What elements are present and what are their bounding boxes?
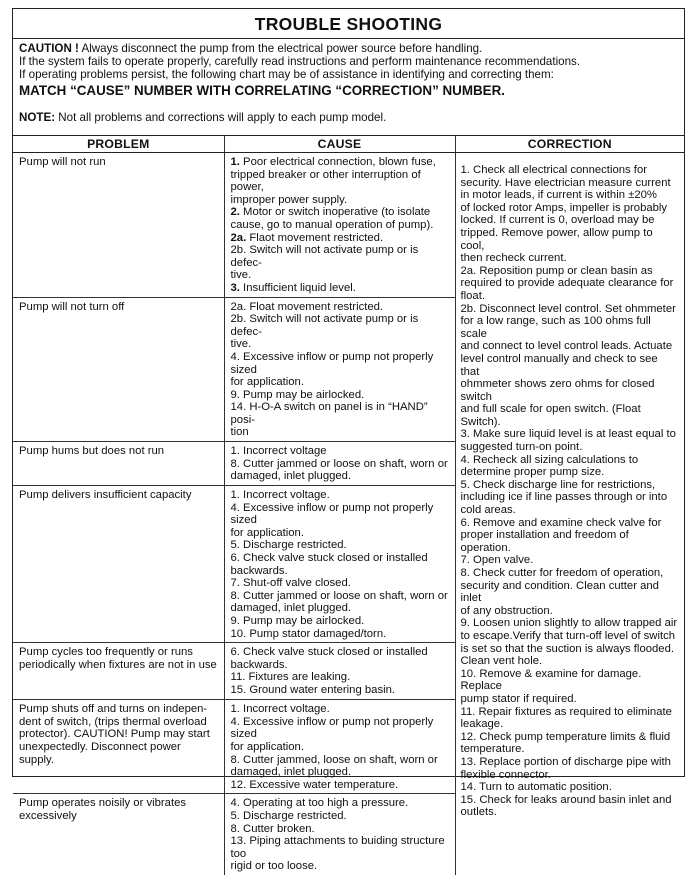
cause-item [231,779,449,792]
cause-text: Poor electrical connection, blown fuse, [239,156,436,168]
cause-item [231,244,449,269]
correction-line: 2a. Reposition pump or clean basin as [460,264,653,277]
cause-text: 6. Check valve stuck closed or installed [230,552,428,565]
header-problem: PROBLEM [13,136,224,153]
cause-text: 9. Pump may be airlocked. [230,388,365,401]
cause-text: 1. Incorrect voltage. [230,489,330,502]
correction-line: 10. Remove & examine for damage. Replace [460,667,642,693]
cause-item [231,646,449,659]
cause-cell [224,442,455,486]
cause-text: 4. Excessive inflow or pump not properly sized [230,350,434,376]
cause-cell [224,297,455,442]
cause-text: 8. Cutter jammed, loose on shaft, worn or [230,753,438,766]
cause-number: 2a. [230,231,247,244]
cause-item [231,835,449,860]
cause-item [231,766,449,779]
cause-text: damaged, inlet plugged. [230,602,352,615]
correction-line: tripped. Remove power, allow pump to cool, [460,226,653,252]
correction-line: 5. Check discharge line for restrictions, [460,478,656,491]
problem-cell [13,794,224,875]
correction-line: 3. Make sure liquid level is at least equal to [460,428,676,441]
cause-item [231,628,449,641]
cause-item [231,602,449,615]
correction-line: leakage. [460,718,504,731]
cause-text: 8. Cutter broken. [230,822,315,835]
cause-text: 5. Discharge restricted. [230,809,347,822]
cause-item [231,232,449,245]
caution-text: Always disconnect the pump from the electrical power source before handling. [78,42,483,55]
problem-cell [13,486,224,643]
cause-text: tive. [230,269,252,282]
problem-cell [13,442,224,486]
correction-line: security and condition. Clean cutter and inlet [460,579,659,605]
correction-line: 15. Check for leaks around basin inlet and [460,793,672,806]
correction-line: Clean vent hole. [460,655,543,668]
cause-text: 4. Operating at too high a pressure. [230,797,409,810]
cause-item [231,376,449,389]
cause-text: 6. Check valve stuck closed or installed [230,646,428,659]
cause-text: 11. Fixtures are leaking. [230,671,351,684]
cause-item [231,470,449,483]
correction-line: security. Have electrician measure current [460,176,671,189]
cause-item [231,351,449,376]
correction-line: 7. Open valve. [460,554,534,567]
cause-item [231,156,449,169]
correction-line: is set so that the suction is always flooded. [460,642,674,655]
cause-cell [224,794,455,875]
correction-line: then recheck current. [460,252,567,265]
correction-line: pump stator if required. [460,692,577,705]
problem-text: excessively [19,809,77,822]
note-label: NOTE: [19,110,56,124]
cause-item [231,219,449,232]
cause-text: 1. Incorrect voltage. [230,703,330,716]
problem-text: Pump shuts off and turns on indepen- [19,703,208,716]
correction-line: cold areas. [460,504,516,517]
cause-item [231,194,449,207]
cause-item [231,169,449,194]
cause-item [231,659,449,672]
correction-line: and full scale for open switch. (Float Switch). [460,403,641,428]
correction-line: in motor leads, if current is within ±20% [460,189,657,202]
cause-text: rigid or too loose. [230,860,318,873]
cause-item [231,389,449,402]
cause-text: backwards. [230,658,288,671]
cause-cell [224,153,455,298]
problem-cell [13,643,224,700]
cause-item [231,269,449,282]
troubleshooting-panel [12,8,685,873]
correction-line: proper installation and freedom of operation. [460,529,629,554]
cause-text: 12. Excessive water temperature. [230,778,399,791]
cause-text: for application. [230,376,304,389]
cause-item [231,565,449,578]
cause-text: 8. Cutter jammed or loose on shaft, worn or [230,457,448,470]
problem-text: unexpectedly. Disconnect power supply. [19,740,181,766]
correction-line: to escape.Verify that turn-off level of switch [460,629,676,642]
correction-line: 2b. Disconnect level control. Set ohmmeter [460,302,676,315]
cause-text: Motor or switch inoperative (to isolate [239,206,431,219]
cause-text: 4. Excessive inflow or pump not properly sized [230,501,434,527]
cause-text: for application. [230,526,304,539]
cause-number: 2. [230,206,240,219]
cause-item [231,527,449,540]
cause-text: 2b. Switch will not activate pump or is defec- [230,244,419,269]
correction-line: and connect to level control leads. Actuate [460,340,673,353]
correction-line: outlets. [460,806,497,819]
page-title: TROUBLE SHOOTING [13,9,684,39]
cause-item [231,703,449,716]
cause-text: 9. Pump may be airlocked. [230,615,365,627]
cause-text: tripped breaker or other interruption of power, [230,168,421,194]
cause-item [231,313,449,338]
correction-line: locked. If current is 0, overload may be [460,214,655,227]
cause-text: damaged, inlet plugged. [230,766,352,779]
cause-item [231,426,449,439]
table-header-row [13,136,684,153]
correction-cell [455,153,684,875]
cause-cell [224,643,455,700]
problem-text: Pump cycles too frequently or runs [19,646,193,659]
problem-text: dent of switch, (trips thermal overload [19,715,207,728]
problem-text: protector). CAUTION! Pump may start [19,728,210,741]
cause-number: 1. [230,156,240,168]
cause-item [231,716,449,741]
header-correction: CORRECTION [455,136,684,153]
cause-item [231,282,449,295]
cause-item [231,301,449,314]
cause-text: for application. [230,740,304,753]
correction-line: temperature. [460,743,525,756]
correction-line: 11. Repair fixtures as required to eliminate [460,705,672,718]
cause-text: 2b. Switch will not activate pump or is defec- [230,313,419,338]
cause-item [231,810,449,823]
cause-item [231,754,449,767]
header-cause: CAUSE [224,136,455,153]
correction-line: of locked rotor Amps, impeller is probably [460,201,668,214]
problem-text: Pump will not turn off [19,300,125,313]
cause-item [231,458,449,471]
correction-line: suggested turn-on point. [460,441,583,454]
problem-cell [13,297,224,442]
cause-item [231,577,449,590]
cause-number: 3. [230,281,240,294]
correction-line: 12. Check pump temperature limits & fluid [460,730,671,743]
cause-text: improper power supply. [230,193,348,206]
cause-text: 13. Piping attachments to buiding structure too [230,835,445,860]
correction-line: 4. Recheck all sizing calculations to [460,453,639,466]
correction-line: level control manually and check to see that [460,352,658,378]
cause-item [231,741,449,754]
note-text: Not all problems and corrections will apply to each pump model. [55,110,387,124]
caution-line [19,42,678,55]
intro-line-3: If operating problems persist, the following chart may be of assistance in identifying and correcting them: [19,68,554,82]
cause-item [231,615,449,628]
intro-section [13,39,684,135]
cause-text: damaged, inlet plugged. [230,470,352,483]
correction-line: 14. Turn to automatic position. [460,781,612,794]
correction-line: 8. Check cutter for freedom of operation, [460,567,664,579]
problem-text: periodically when fixtures are not in use [19,658,217,671]
cause-item [231,552,449,565]
cause-cell [224,700,455,794]
cause-item [231,684,449,697]
correction-line: 9. Loosen union slightly to allow trapped air [460,617,678,630]
cause-item [231,338,449,351]
cause-text: backwards. [230,564,288,577]
problem-text: Pump operates noisily or vibrates [19,797,187,810]
cause-item [231,401,449,426]
caution-label: CAUTION ! [19,42,79,55]
table-body [13,153,684,875]
correction-line: for a low range, such as 100 ohms full scale [460,315,651,340]
cause-item [231,489,449,502]
cause-text: 5. Discharge restricted. [230,539,347,552]
cause-text: 15. Ground water entering basin. [230,683,396,696]
correction-line: required to provide adequate clearance for [460,277,674,290]
cause-item [231,445,449,458]
cause-item [231,590,449,603]
cause-text: 4. Excessive inflow or pump not properly sized [230,715,434,741]
correction-line: ohmmeter shows zero ohms for closed switch [460,378,655,403]
correction-line: of any obstruction. [460,604,553,617]
table-row [13,153,684,298]
cause-text: tion [230,426,249,439]
correction-line: float. [460,289,485,302]
cause-text: Insufficient liquid level. [239,281,356,294]
cause-item [231,539,449,552]
cause-text: 7. Shut-off valve closed. [230,577,351,590]
cause-item [231,206,449,219]
cause-text: 1. Incorrect voltage [230,445,327,458]
cause-text: 14. H-O-A switch on panel is in “HAND” posi- [230,401,428,426]
cause-text: tive. [230,338,252,351]
problem-cell [13,153,224,298]
problem-text: Pump will not run [19,156,106,168]
troubleshooting-table [13,135,684,875]
correction-line: determine proper pump size. [460,466,605,479]
cause-item [231,671,449,684]
intro-line-2: If the system fails to operate properly, carefully read instructions and perform maintenance recommendations. [19,55,581,69]
cause-text: 8. Cutter jammed or loose on shaft, worn or [230,589,448,602]
cause-cell [224,486,455,643]
cause-item [231,860,449,873]
correction-line: 13. Replace portion of discharge pipe with [460,755,671,768]
problem-text: Pump delivers insufficient capacity [19,489,192,502]
correction-line: flexible connector. [460,768,551,781]
cause-item [231,502,449,527]
cause-text: 10. Pump stator damaged/torn. [230,627,387,640]
cause-text: cause, go to manual operation of pump). [230,218,434,231]
match-instruction: MATCH “CAUSE” NUMBER WITH CORRELATING “CORRECTION” NUMBER. [19,82,506,98]
correction-line: including ice if line passes through or into [460,491,668,504]
cause-item [231,797,449,810]
correction-line: 1. Check all electrical connections for [460,164,647,176]
problem-cell [13,700,224,794]
cause-item [231,823,449,836]
correction-line: 6. Remove and examine check valve for [460,516,662,529]
cause-text: Flaot movement restricted. [246,231,384,244]
note-line [19,111,678,124]
cause-text: 2a. Float movement restricted. [230,300,384,313]
problem-text: Pump hums but does not run [19,445,165,458]
